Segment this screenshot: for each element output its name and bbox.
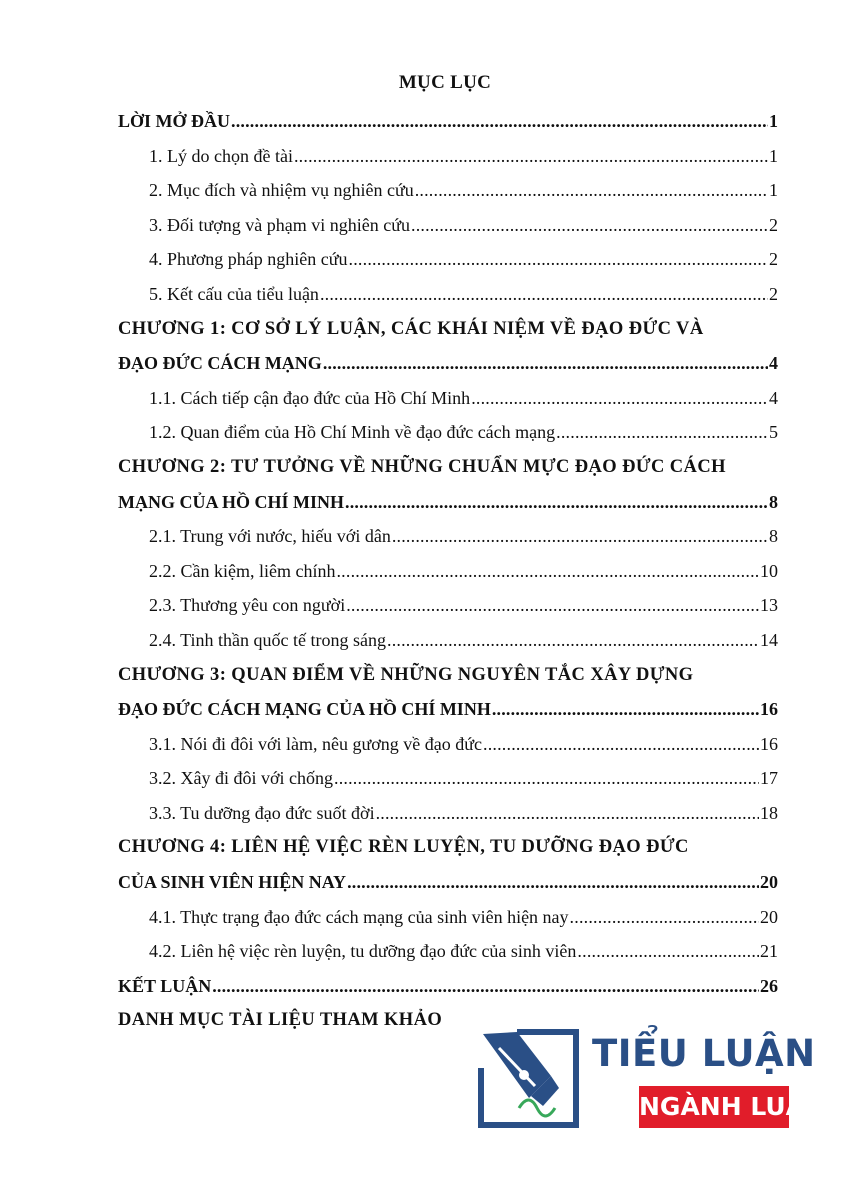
toc-dot-leader [483,727,759,762]
toc-page-number: 26 [760,975,778,996]
page-title: MỤC LỤC [398,72,492,93]
toc-chapter-entry [118,865,778,900]
toc-page-number: 8 [769,526,778,547]
toc-entry-label: 4.2. Liên hệ việc rèn luyện, tu dưỡng đạo đức của sinh viên [149,941,577,962]
toc-dot-leader [336,554,759,589]
toc-dot-leader [345,485,768,520]
toc-entry-label: CHƯƠNG 1: CƠ SỞ LÝ LUẬN, CÁC KHÁI NIỆM VỀ ĐẠO ĐỨC VÀ [118,318,704,339]
logo-text-secondary: NGÀNH LUẬT [639,1086,789,1128]
toc-page-number: 20 [760,872,778,893]
toc-dot-leader [347,865,759,900]
toc-entry-label: 3.1. Nói đi đôi với làm, nêu gương về đạo đức [149,733,482,754]
toc-dot-leader [556,415,768,450]
toc-chapter-entry [118,830,778,865]
toc-page-number: 21 [760,941,778,962]
toc-section-entry [118,519,778,554]
toc-entry-label: CỦA SINH VIÊN HIỆN NAY [118,872,347,893]
toc-entry-label: CHƯƠNG 2: TƯ TƯỞNG VỀ NHỮNG CHUẨN MỰC ĐẠO ĐỨC CÁCH [118,456,726,477]
toc-dot-leader [492,692,759,727]
toc-entry-label: LỜI MỞ ĐẦU [118,111,230,131]
toc-entry-label: ĐẠO ĐỨC CÁCH MẠNG CỦA HỒ CHÍ MINH [118,699,491,720]
toc-page-number: 10 [760,560,778,581]
toc-chapter-entry [118,692,778,727]
toc-dot-leader [346,588,759,623]
toc-dot-leader [570,900,759,935]
logo-text-primary: TIỂU LUẬN [592,1032,816,1075]
toc-section-entry [118,554,778,589]
toc-page-number: 4 [769,353,778,374]
toc-entry-label: 3. Đối tượng và phạm vi nghiên cứu [149,214,410,235]
watermark-logo [477,1028,823,1133]
toc-dot-leader [392,519,768,554]
toc-chapter-entry [118,104,778,139]
toc-chapter-entry [118,450,778,485]
toc-dot-leader [387,623,759,658]
toc-dot-leader [471,381,768,416]
toc-dot-leader [212,969,759,1004]
toc-page-number: 16 [760,733,778,754]
toc-dot-leader [320,277,768,312]
toc-dot-leader [231,104,768,139]
toc-entry-label: 3.3. Tu dưỡng đạo đức suốt đời [149,802,375,823]
toc-page-number: 4 [769,387,778,408]
toc-entry-label: 4.1. Thực trạng đạo đức cách mạng của sinh viên hiện nay [149,906,569,927]
toc-chapter-entry [118,485,778,520]
toc-entry-label: 2.2. Cần kiệm, liêm chính [149,560,336,581]
toc-entry-label: 1. Lý do chọn đề tài [149,145,293,166]
toc-entry-label: CHƯƠNG 3: QUAN ĐIỂM VỀ NHỮNG NGUYÊN TẮC XÂY DỰNG [118,664,694,685]
toc-page-number: 2 [769,214,778,235]
toc-entry-label: MẠNG CỦA HỒ CHÍ MINH [118,491,344,512]
toc-entry-label: 2. Mục đích và nhiệm vụ nghiên cứu [149,180,414,201]
toc-dot-leader [323,346,768,381]
toc-dot-leader [334,761,759,796]
toc-section-entry [118,727,778,762]
toc-dot-leader [349,242,768,277]
toc-page-number: 1 [769,145,778,166]
toc-entry-label: 1.2. Quan điểm của Hồ Chí Minh về đạo đức cách mạng [149,422,556,443]
toc-dot-leader [411,208,768,243]
toc-page-number: 1 [769,111,778,131]
toc-page-number: 2 [769,283,778,304]
pen-nib-icon [477,1028,580,1129]
toc-chapter-entry [118,312,778,347]
toc-entry-label: DANH MỤC TÀI LIỆU THAM KHẢO [118,1010,443,1031]
toc-section-entry [118,139,778,174]
toc-dot-leader [415,173,768,208]
toc-chapter-entry [118,346,778,381]
toc-page-number: 17 [760,768,778,789]
toc-section-entry [118,381,778,416]
toc-entry-label: ĐẠO ĐỨC CÁCH MẠNG [118,353,322,374]
toc-entry-label: 3.2. Xây đi đôi với chống [149,768,333,789]
toc-section-entry [118,208,778,243]
toc-page-number: 1 [769,180,778,201]
toc-section-entry [118,796,778,831]
toc-page-number: 5 [769,422,778,443]
toc-entry-label: 4. Phương pháp nghiên cứu [149,249,348,270]
toc-section-entry [118,415,778,450]
toc-dot-leader [577,934,759,969]
toc-entry-label: 5. Kết cấu của tiểu luận [149,283,319,304]
toc-section-entry [118,277,778,312]
table-of-contents [118,104,778,1038]
toc-entry-label: CHƯƠNG 4: LIÊN HỆ VIỆC RÈN LUYỆN, TU DƯỠNG ĐẠO ĐỨC [118,837,689,858]
toc-section-entry [118,934,778,969]
toc-section-entry [118,242,778,277]
toc-entry-label: 2.3. Thương yêu con người [149,595,346,616]
toc-section-entry [118,623,778,658]
toc-section-entry [118,173,778,208]
toc-page-number: 13 [760,595,778,616]
toc-entry-label: 2.1. Trung với nước, hiếu với dân [149,526,391,547]
toc-entry-label: KẾT LUẬN [118,975,212,996]
toc-dot-leader [376,796,759,831]
toc-page-number: 8 [769,491,778,512]
toc-page-number: 20 [760,906,778,927]
toc-chapter-entry [118,969,778,1004]
toc-page-number: 2 [769,249,778,270]
toc-page-number: 18 [760,802,778,823]
toc-entry-label: 1.1. Cách tiếp cận đạo đức của Hồ Chí Minh [149,387,471,408]
toc-section-entry [118,588,778,623]
toc-chapter-entry [118,658,778,693]
toc-page-number: 14 [760,629,778,650]
toc-section-entry [118,900,778,935]
toc-section-entry [118,761,778,796]
toc-dot-leader [294,139,768,174]
toc-entry-label: 2.4. Tinh thần quốc tế trong sáng [149,629,386,650]
toc-page-number: 16 [760,699,778,720]
